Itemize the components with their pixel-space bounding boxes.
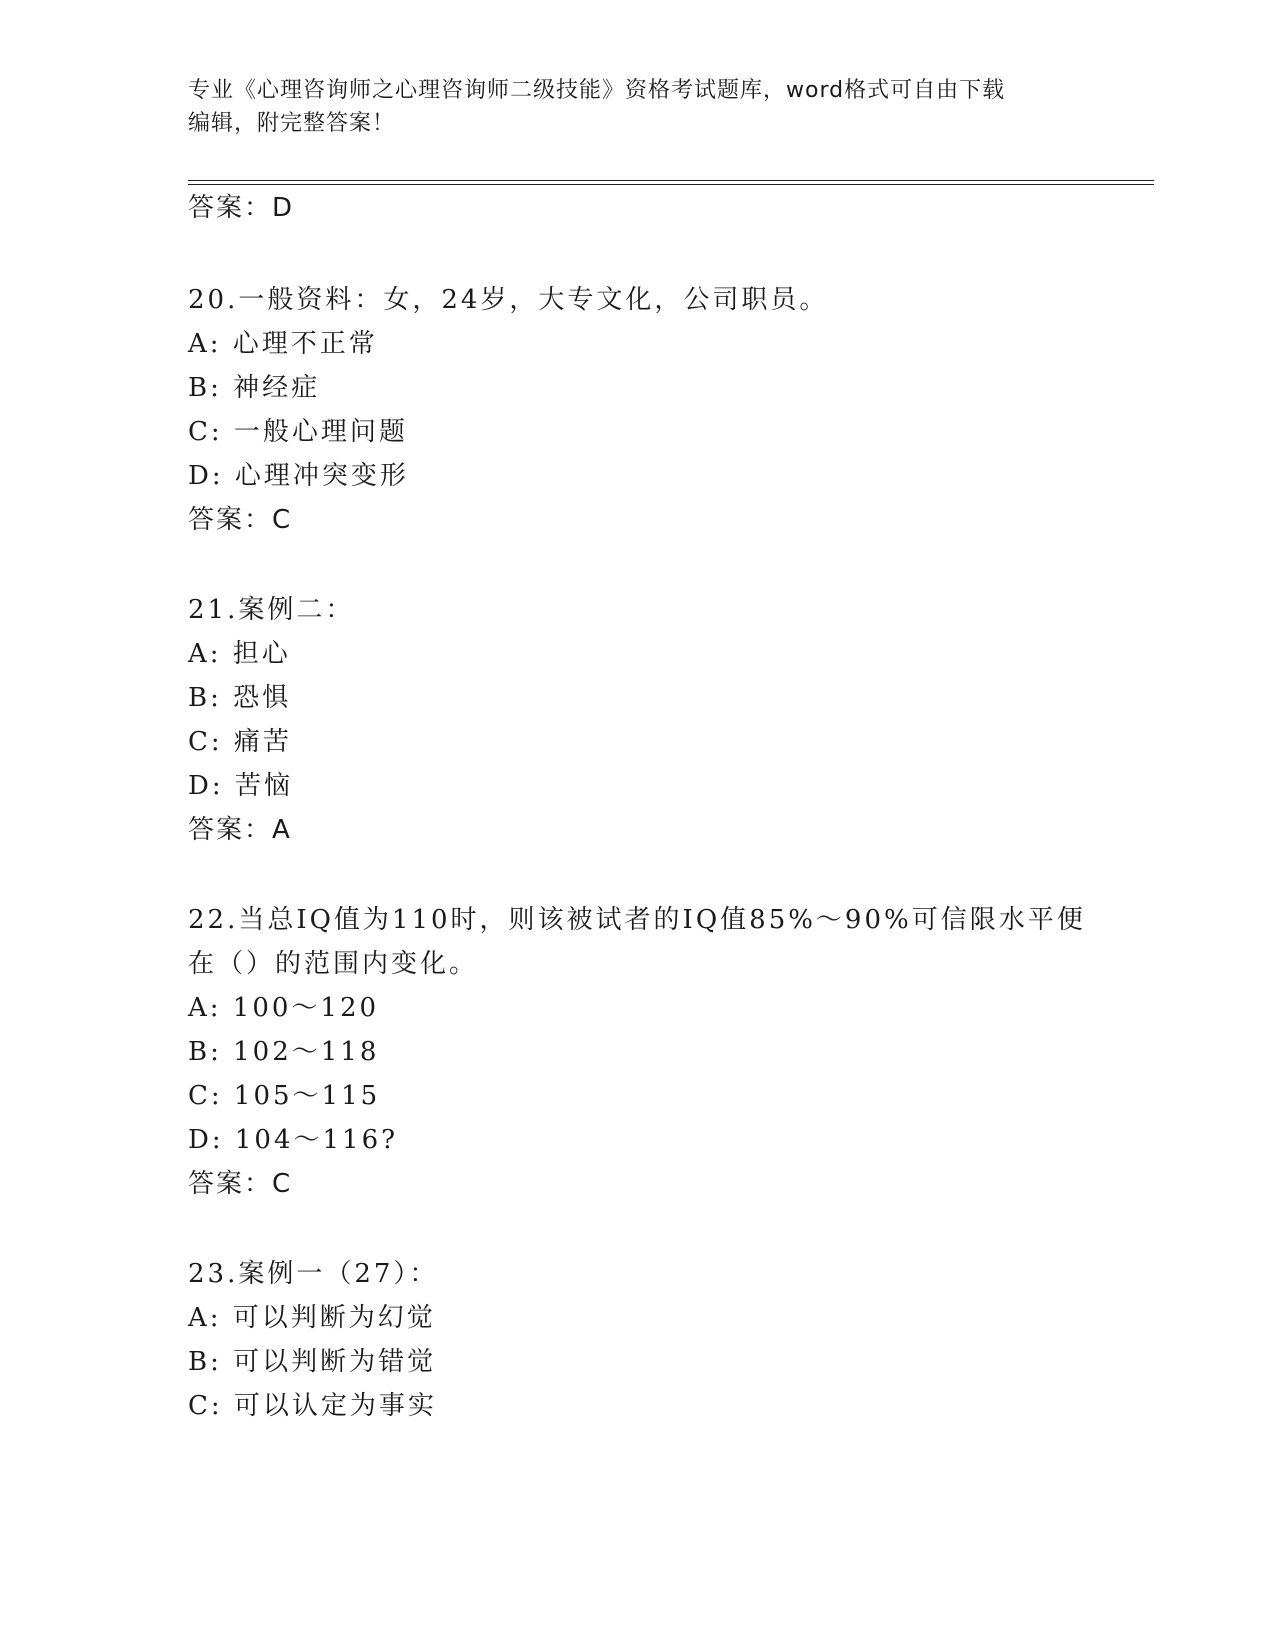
question-22-option-c: C: 105～115 (188, 1081, 381, 1111)
question-22-stem-line-1: 22.当总IQ值为110时，则该被试者的IQ值85%～90%可信限水平便 (188, 905, 1086, 935)
question-22-answer: 答案：C (188, 1169, 293, 1199)
question-20-answer: 答案：C (188, 505, 293, 535)
previous-answer: 答案：D (188, 193, 295, 223)
question-20-option-b: B: 神经症 (188, 373, 321, 403)
question-21-option-a: A: 担心 (188, 639, 291, 669)
header-divider-bottom (188, 184, 1154, 185)
document-header (188, 74, 1068, 140)
question-20-option-c: C: 一般心理问题 (188, 417, 408, 447)
question-23-option-c: C: 可以认定为事实 (188, 1391, 437, 1421)
header-line-2: 编辑，附完整答案！ (188, 111, 396, 136)
header-divider-top (188, 180, 1154, 181)
question-23-stem: 23.案例一（27）： (188, 1259, 439, 1289)
question-21-option-d: D: 苦恼 (188, 771, 293, 801)
question-20-option-d: D: 心理冲突变形 (188, 461, 409, 491)
question-23-option-b: B: 可以判断为错觉 (188, 1347, 437, 1377)
question-21-option-c: C: 痛苦 (188, 727, 292, 757)
question-21-option-b: B: 恐惧 (188, 683, 292, 713)
question-20-stem: 20.一般资料：女，24岁，大专文化，公司职员。 (188, 285, 829, 315)
header-line-1: 专业《心理咨询师之心理咨询师二级技能》资格考试题库，word格式可自由下载 (188, 78, 1006, 103)
question-23-option-a: A: 可以判断为幻觉 (188, 1303, 436, 1333)
question-22-option-b: B: 102～118 (188, 1037, 380, 1067)
question-21-answer: 答案：A (188, 815, 292, 845)
question-22-option-d: D: 104～116? (188, 1125, 399, 1155)
question-22-stem-line-2: 在（）的范围内变化。 (188, 949, 479, 979)
question-22-option-a: A: 100～120 (188, 993, 380, 1023)
question-21-stem: 21.案例二： (188, 595, 355, 625)
question-20-option-a: A: 心理不正常 (188, 329, 378, 359)
